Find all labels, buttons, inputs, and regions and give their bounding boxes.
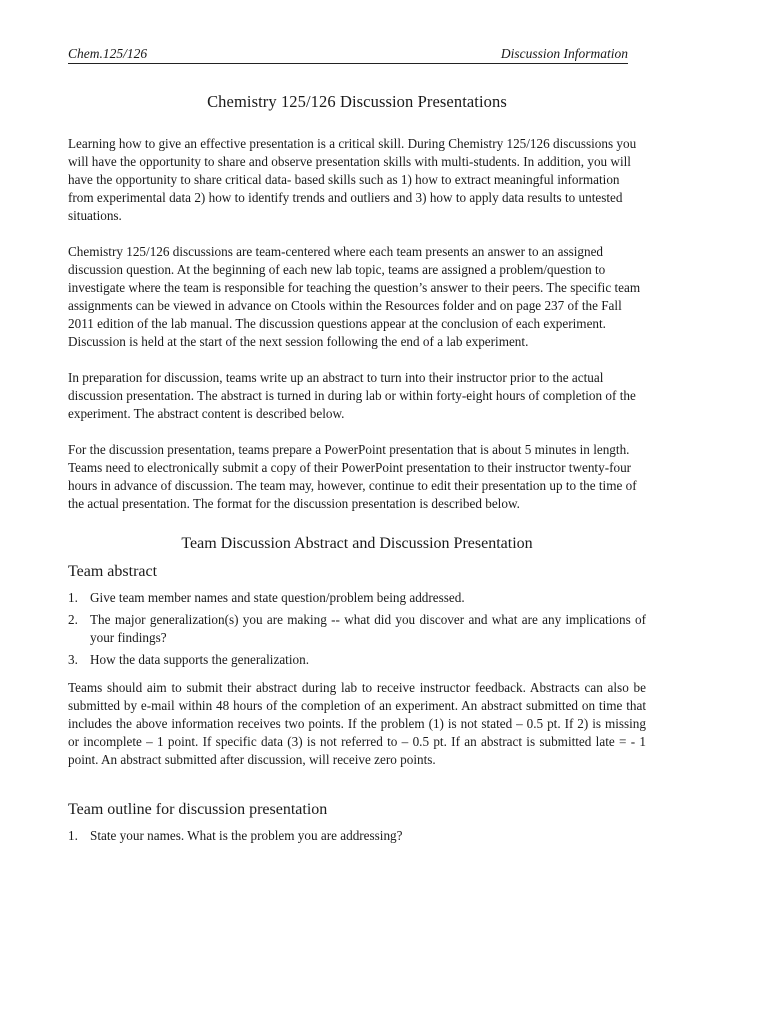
document-title: Chemistry 125/126 Discussion Presentations <box>207 92 507 111</box>
presentation-paragraph: For the discussion presentation, teams prepare a PowerPoint presentation that is about 5 minutes in length. Teams need to electronically submit a copy of their PowerPoint presentation to their instructor twenty-four hours in advance of discussion. The team may, however, continue to edit their presentation up to the time of the actual presentation. The format for the discussion presentation is described below. <box>68 442 637 511</box>
team-paragraph: Chemistry 125/126 discussions are team-centered where each team presents an answer to an assigned discussion question. At the beginning of each new lab topic, teams are assigned a problem/question to investigate where the team is responsible for teaching the question’s answer to their peers. The specific team assignments can be viewed in advance on Ctools within the Resources folder and on page 237 of the Fall 2011 edition of the lab manual. The discussion questions appear at the conclusion of each experiment. Discussion is held at the start of the next session following the end of a lab experiment. <box>68 244 641 349</box>
section-title: Team Discussion Abstract and Discussion Presentation <box>181 535 533 552</box>
list-item <box>68 611 646 647</box>
list-item-text: State your names. What is the problem you are addressing? <box>90 828 403 843</box>
list-item <box>68 651 646 669</box>
list-item <box>68 589 646 607</box>
outline-list <box>68 827 646 845</box>
abstract-grading-note: Teams should aim to submit their abstract during lab to receive instructor feedback. Abstracts can also be submitted by e-mail within 48 hours of the completion of an experiment. An abstract submitted on time that includes the above information receives two points. If the problem (1) is not stated – 0.5 pt. If 2) is missing or incomplete – 1 point. If specific data (3) is not referred to – 0.5 pt. If an abstract is submitted late = - 1 point. An abstract submitted after discussion, will receive zero points. <box>68 680 646 767</box>
list-item-text: Give team member names and state question/problem being addressed. <box>90 590 465 605</box>
list-item <box>68 827 646 845</box>
running-header <box>68 46 628 64</box>
list-item-number: 1. <box>68 590 78 605</box>
list-item-number: 1. <box>68 828 78 843</box>
intro-paragraph: Learning how to give an effective presentation is a critical skill. During Chemistry 125/126 discussions you will have the opportunity to share and observe presentation skills with multi-students. In addition, you will have the opportunity to share critical data- based skills such as 1) how to extract meaningful information from experimental data 2) how to identify trends and outliers and 3) how to apply data results to untested situations. <box>68 136 637 223</box>
header-section: Discussion Information <box>500 46 628 61</box>
abstract-paragraph: In preparation for discussion, teams write up an abstract to turn into their instructor prior to the actual discussion presentation. The abstract is turned in during lab or within forty-eight hours of completion of the experiment. The abstract content is described below. <box>68 370 636 421</box>
abstract-list <box>68 589 646 669</box>
list-item-text: How the data supports the generalization. <box>90 652 309 667</box>
list-item-number: 2. <box>68 612 78 627</box>
document-body <box>68 92 646 855</box>
list-item-text: The major generalization(s) you are making -- what did you discover and what are any implications of your findings? <box>90 612 646 645</box>
list-item-number: 3. <box>68 652 78 667</box>
team-abstract-heading: Team abstract <box>68 563 158 580</box>
team-outline-heading: Team outline for discussion presentation <box>68 801 328 818</box>
header-course: Chem.125/126 <box>68 46 148 61</box>
